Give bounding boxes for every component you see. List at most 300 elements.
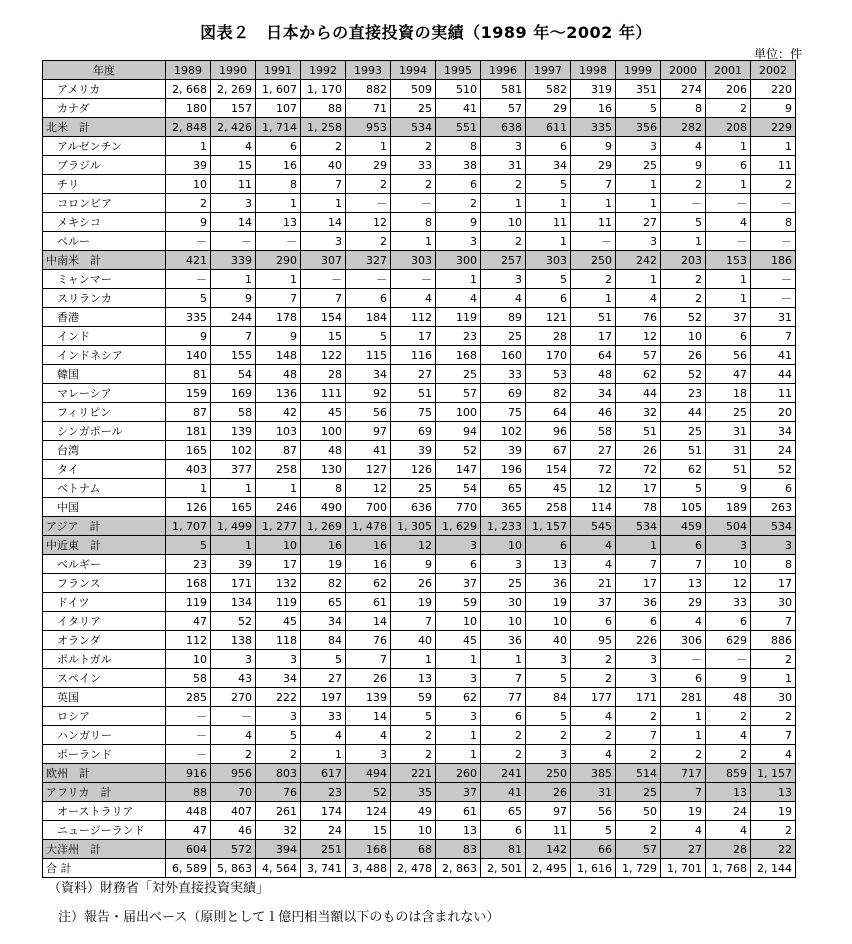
cell-value: 57 xyxy=(616,346,661,365)
cell-value: 7 xyxy=(211,327,256,346)
table-row xyxy=(43,574,796,593)
cell-value: 1 xyxy=(616,194,661,213)
cell-value: 327 xyxy=(346,251,391,270)
cell-value: 6 xyxy=(751,479,796,498)
cell-value: 44 xyxy=(616,384,661,403)
cell-value: 459 xyxy=(661,517,706,536)
cell-value: 12 xyxy=(706,574,751,593)
cell-value: 2, 668 xyxy=(166,80,211,99)
header-year: 2002 xyxy=(751,61,796,80)
cell-value: 4 xyxy=(706,821,751,840)
cell-value: 52 xyxy=(661,365,706,384)
cell-value: 25 xyxy=(391,479,436,498)
cell-value: 4 xyxy=(211,137,256,156)
cell-value: 551 xyxy=(436,118,481,137)
cell-value: 66 xyxy=(571,840,616,859)
cell-value: 2 xyxy=(481,726,526,745)
cell-value: 6 xyxy=(571,612,616,631)
table-row xyxy=(43,612,796,631)
cell-value: 58 xyxy=(166,669,211,688)
cell-value: 351 xyxy=(616,80,661,99)
cell-value: 44 xyxy=(751,365,796,384)
cell-value: 126 xyxy=(166,498,211,517)
row-label: アルゼンチン xyxy=(43,137,166,156)
cell-value: 4, 564 xyxy=(256,859,301,878)
cell-value: 2 xyxy=(346,175,391,194)
cell-value: 62 xyxy=(616,365,661,384)
cell-value: 38 xyxy=(436,156,481,175)
cell-value: 6 xyxy=(706,156,751,175)
cell-value: 1, 707 xyxy=(166,517,211,536)
cell-value: 9 xyxy=(211,289,256,308)
cell-value: 41 xyxy=(751,346,796,365)
cell-value: 4 xyxy=(661,612,706,631)
cell-value: 100 xyxy=(436,403,481,422)
cell-value: 16 xyxy=(256,156,301,175)
cell-value: 48 xyxy=(706,688,751,707)
cell-value: 2, 478 xyxy=(391,859,436,878)
cell-value: 307 xyxy=(301,251,346,270)
cell-value: 5 xyxy=(526,707,571,726)
cell-value: 15 xyxy=(346,821,391,840)
cell-value: 4 xyxy=(706,726,751,745)
cell-value: 37 xyxy=(571,593,616,612)
cell-value: 2 xyxy=(706,707,751,726)
cell-value: 112 xyxy=(166,631,211,650)
cell-value: 115 xyxy=(346,346,391,365)
cell-value: 290 xyxy=(256,251,301,270)
cell-value: 3 xyxy=(706,536,751,555)
cell-value: 1 xyxy=(436,726,481,745)
row-label: アフリカ 計 xyxy=(43,783,166,802)
cell-value: 3 xyxy=(751,536,796,555)
cell-value: 1 xyxy=(346,137,391,156)
table-row xyxy=(43,384,796,403)
cell-value: 2 xyxy=(706,745,751,764)
cell-value: 6, 589 xyxy=(166,859,211,878)
cell-value: 510 xyxy=(436,80,481,99)
cell-value: 1 xyxy=(751,669,796,688)
row-label: 中南米 計 xyxy=(43,251,166,270)
cell-value: 263 xyxy=(751,498,796,517)
cell-value: 258 xyxy=(256,460,301,479)
header-year: 1989 xyxy=(166,61,211,80)
cell-value: 39 xyxy=(211,555,256,574)
cell-value: 2 xyxy=(391,745,436,764)
cell-value: 10 xyxy=(481,213,526,232)
cell-value: 4 xyxy=(211,726,256,745)
cell-value: 1 xyxy=(256,194,301,213)
cell-value: 2 xyxy=(166,194,211,213)
cell-value: 107 xyxy=(256,99,301,118)
subtotal-row xyxy=(43,118,796,137)
cell-value: 26 xyxy=(526,783,571,802)
cell-value: 40 xyxy=(301,156,346,175)
cell-value: 34 xyxy=(526,156,571,175)
cell-value: 23 xyxy=(661,384,706,403)
row-label: 韓国 xyxy=(43,365,166,384)
header-year: 1991 xyxy=(256,61,301,80)
table-row xyxy=(43,441,796,460)
footnote: 注）報告・届出ベース（原則として１億円相当額以下のものは含まれない） xyxy=(58,910,500,925)
cell-value: 16 xyxy=(346,536,391,555)
cell-value: 3 xyxy=(481,137,526,156)
cell-value: 48 xyxy=(256,365,301,384)
cell-value: 43 xyxy=(211,669,256,688)
cell-value: 717 xyxy=(661,764,706,783)
cell-value: 52 xyxy=(211,612,256,631)
row-label: インド xyxy=(43,327,166,346)
cell-value: 5 xyxy=(526,669,571,688)
row-label: 北米 計 xyxy=(43,118,166,137)
cell-value: 57 xyxy=(436,384,481,403)
cell-value: 87 xyxy=(166,403,211,422)
cell-value: 174 xyxy=(301,802,346,821)
cell-value: 17 xyxy=(256,555,301,574)
table-row xyxy=(43,593,796,612)
row-label: スペイン xyxy=(43,669,166,688)
row-label: 欧州 計 xyxy=(43,764,166,783)
cell-value: 69 xyxy=(391,422,436,441)
cell-value: 196 xyxy=(481,460,526,479)
cell-value: 33 xyxy=(301,707,346,726)
cell-value: 9 xyxy=(256,327,301,346)
cell-value: 168 xyxy=(346,840,391,859)
table-row xyxy=(43,821,796,840)
cell-value: 84 xyxy=(526,688,571,707)
cell-value: 1 xyxy=(166,137,211,156)
cell-value: 102 xyxy=(211,441,256,460)
cell-value: 285 xyxy=(166,688,211,707)
cell-value: 41 xyxy=(436,99,481,118)
cell-value: 3 xyxy=(211,650,256,669)
cell-value: 27 xyxy=(661,840,706,859)
cell-value: 3, 488 xyxy=(346,859,391,878)
cell-value: 50 xyxy=(616,802,661,821)
cell-value: 25 xyxy=(436,365,481,384)
cell-value: 4 xyxy=(346,726,391,745)
cell-value: 4 xyxy=(706,213,751,232)
cell-value: 31 xyxy=(751,308,796,327)
cell-value: 13 xyxy=(256,213,301,232)
cell-value: 2 xyxy=(571,650,616,669)
cell-value: 64 xyxy=(571,346,616,365)
cell-value: 490 xyxy=(301,498,346,517)
cell-value: 494 xyxy=(346,764,391,783)
cell-value: 1 xyxy=(706,270,751,289)
cell-value: 2 xyxy=(661,175,706,194)
cell-value: 509 xyxy=(391,80,436,99)
cell-value: 3 xyxy=(256,707,301,726)
cell-value: 319 xyxy=(571,80,616,99)
cell-value: － xyxy=(391,194,436,213)
cell-value: 116 xyxy=(391,346,436,365)
cell-value: 403 xyxy=(166,460,211,479)
row-label: ロシア xyxy=(43,707,166,726)
cell-value: 169 xyxy=(211,384,256,403)
cell-value: 956 xyxy=(211,764,256,783)
cell-value: 300 xyxy=(436,251,481,270)
cell-value: 251 xyxy=(301,840,346,859)
cell-value: 10 xyxy=(706,555,751,574)
cell-value: 2 xyxy=(391,137,436,156)
table-row xyxy=(43,460,796,479)
cell-value: 7 xyxy=(661,555,706,574)
cell-value: 45 xyxy=(436,631,481,650)
cell-value: 10 xyxy=(436,612,481,631)
cell-value: 19 xyxy=(391,593,436,612)
cell-value: － xyxy=(706,650,751,669)
header-year: 1997 xyxy=(526,61,571,80)
cell-value: 1 xyxy=(211,536,256,555)
header-year: 1993 xyxy=(346,61,391,80)
cell-value: 2, 426 xyxy=(211,118,256,137)
cell-value: 6 xyxy=(526,536,571,555)
cell-value: 53 xyxy=(526,365,571,384)
header-year: 2001 xyxy=(706,61,751,80)
row-label: カナダ xyxy=(43,99,166,118)
cell-value: 5 xyxy=(301,650,346,669)
cell-value: 14 xyxy=(211,213,256,232)
cell-value: 335 xyxy=(571,118,616,137)
row-label: 台湾 xyxy=(43,441,166,460)
cell-value: 335 xyxy=(166,308,211,327)
cell-value: 89 xyxy=(481,308,526,327)
cell-value: 41 xyxy=(346,441,391,460)
cell-value: 67 xyxy=(526,441,571,460)
row-label: シンガポール xyxy=(43,422,166,441)
cell-value: 121 xyxy=(526,308,571,327)
cell-value: 534 xyxy=(616,517,661,536)
cell-value: 8 xyxy=(436,137,481,156)
table-row xyxy=(43,726,796,745)
cell-value: 2, 495 xyxy=(526,859,571,878)
cell-value: 2 xyxy=(436,194,481,213)
cell-value: 40 xyxy=(526,631,571,650)
cell-value: 581 xyxy=(481,80,526,99)
cell-value: 51 xyxy=(661,441,706,460)
cell-value: 181 xyxy=(166,422,211,441)
cell-value: 2 xyxy=(616,745,661,764)
cell-value: 119 xyxy=(436,308,481,327)
row-label: マレーシア xyxy=(43,384,166,403)
cell-value: 11 xyxy=(571,213,616,232)
cell-value: 916 xyxy=(166,764,211,783)
cell-value: 3 xyxy=(346,745,391,764)
cell-value: 42 xyxy=(256,403,301,422)
cell-value: 7 xyxy=(391,612,436,631)
cell-value: 6 xyxy=(661,669,706,688)
cell-value: 88 xyxy=(166,783,211,802)
cell-value: 6 xyxy=(256,137,301,156)
cell-value: 30 xyxy=(751,688,796,707)
cell-value: 8 xyxy=(391,213,436,232)
cell-value: 24 xyxy=(751,441,796,460)
row-label: ドイツ xyxy=(43,593,166,612)
cell-value: 56 xyxy=(706,346,751,365)
cell-value: 4 xyxy=(661,137,706,156)
cell-value: 1 xyxy=(481,194,526,213)
cell-value: 46 xyxy=(211,821,256,840)
cell-value: 47 xyxy=(166,612,211,631)
cell-value: 250 xyxy=(526,764,571,783)
cell-value: 303 xyxy=(526,251,571,270)
cell-value: 6 xyxy=(706,612,751,631)
cell-value: 636 xyxy=(391,498,436,517)
cell-value: 3 xyxy=(481,555,526,574)
table-row xyxy=(43,650,796,669)
cell-value: 4 xyxy=(571,555,616,574)
cell-value: 26 xyxy=(616,441,661,460)
row-label: 香港 xyxy=(43,308,166,327)
cell-value: 139 xyxy=(346,688,391,707)
row-label: 英国 xyxy=(43,688,166,707)
cell-value: 81 xyxy=(481,840,526,859)
cell-value: 7 xyxy=(301,289,346,308)
cell-value: 2 xyxy=(346,232,391,251)
cell-value: 58 xyxy=(571,422,616,441)
cell-value: 1 xyxy=(661,707,706,726)
cell-value: 119 xyxy=(166,593,211,612)
cell-value: 1, 499 xyxy=(211,517,256,536)
subtotal-row xyxy=(43,517,796,536)
cell-value: 1 xyxy=(391,650,436,669)
table-row xyxy=(43,327,796,346)
cell-value: 5, 863 xyxy=(211,859,256,878)
cell-value: 70 xyxy=(211,783,256,802)
table-row xyxy=(43,688,796,707)
cell-value: 3 xyxy=(616,137,661,156)
cell-value: 421 xyxy=(166,251,211,270)
cell-value: － xyxy=(571,232,616,251)
cell-value: 1 xyxy=(436,745,481,764)
cell-value: 124 xyxy=(346,802,391,821)
cell-value: 4 xyxy=(571,707,616,726)
cell-value: 17 xyxy=(616,574,661,593)
subtotal-row xyxy=(43,764,796,783)
header-year: 1995 xyxy=(436,61,481,80)
cell-value: 9 xyxy=(661,156,706,175)
cell-value: 3 xyxy=(211,194,256,213)
subtotal-row xyxy=(43,783,796,802)
cell-value: 3 xyxy=(436,669,481,688)
cell-value: 7 xyxy=(301,175,346,194)
cell-value: 1, 768 xyxy=(706,859,751,878)
cell-value: 629 xyxy=(706,631,751,650)
cell-value: 1 xyxy=(751,137,796,156)
cell-value: 241 xyxy=(481,764,526,783)
cell-value: 2 xyxy=(481,745,526,764)
cell-value: 56 xyxy=(571,802,616,821)
cell-value: 8 xyxy=(751,555,796,574)
cell-value: － xyxy=(661,650,706,669)
cell-value: 75 xyxy=(391,403,436,422)
cell-value: 534 xyxy=(751,517,796,536)
cell-value: 2 xyxy=(616,707,661,726)
cell-value: 78 xyxy=(616,498,661,517)
cell-value: － xyxy=(751,289,796,308)
row-label: ニュージーランド xyxy=(43,821,166,840)
row-label: ポーランド xyxy=(43,745,166,764)
cell-value: 33 xyxy=(706,593,751,612)
cell-value: 24 xyxy=(706,802,751,821)
cell-value: 34 xyxy=(256,669,301,688)
cell-value: 30 xyxy=(751,593,796,612)
cell-value: 303 xyxy=(391,251,436,270)
cell-value: 9 xyxy=(706,669,751,688)
cell-value: 1 xyxy=(256,479,301,498)
subtotal-row xyxy=(43,536,796,555)
cell-value: 62 xyxy=(661,460,706,479)
cell-value: 282 xyxy=(661,118,706,137)
row-label: ポルトガル xyxy=(43,650,166,669)
cell-value: 19 xyxy=(526,593,571,612)
cell-value: 3 xyxy=(526,745,571,764)
cell-value: － xyxy=(166,270,211,289)
cell-value: － xyxy=(751,194,796,213)
cell-value: 46 xyxy=(571,403,616,422)
cell-value: 221 xyxy=(391,764,436,783)
cell-value: 168 xyxy=(436,346,481,365)
row-label: メキシコ xyxy=(43,213,166,232)
row-label: タイ xyxy=(43,460,166,479)
table-row xyxy=(43,479,796,498)
header-year: 1992 xyxy=(301,61,346,80)
cell-value: 6 xyxy=(616,612,661,631)
cell-value: 5 xyxy=(256,726,301,745)
cell-value: 8 xyxy=(751,213,796,232)
cell-value: 4 xyxy=(481,289,526,308)
cell-value: 7 xyxy=(256,289,301,308)
cell-value: 12 xyxy=(346,213,391,232)
cell-value: 448 xyxy=(166,802,211,821)
cell-value: 51 xyxy=(391,384,436,403)
cell-value: 9 xyxy=(751,99,796,118)
cell-value: 34 xyxy=(571,384,616,403)
cell-value: 155 xyxy=(211,346,256,365)
cell-value: 770 xyxy=(436,498,481,517)
cell-value: 72 xyxy=(616,460,661,479)
cell-value: 10 xyxy=(481,612,526,631)
cell-value: 180 xyxy=(166,99,211,118)
cell-value: 2 xyxy=(391,175,436,194)
cell-value: 23 xyxy=(166,555,211,574)
cell-value: 4 xyxy=(616,289,661,308)
cell-value: 184 xyxy=(346,308,391,327)
cell-value: 37 xyxy=(436,574,481,593)
cell-value: 45 xyxy=(526,479,571,498)
cell-value: 545 xyxy=(571,517,616,536)
cell-value: 13 xyxy=(436,821,481,840)
cell-value: 13 xyxy=(526,555,571,574)
cell-value: 118 xyxy=(256,631,301,650)
cell-value: 12 xyxy=(571,479,616,498)
cell-value: 261 xyxy=(256,802,301,821)
header-year: 1998 xyxy=(571,61,616,80)
total-row xyxy=(43,859,796,878)
cell-value: 29 xyxy=(526,99,571,118)
cell-value: 270 xyxy=(211,688,256,707)
cell-value: 2 xyxy=(391,726,436,745)
cell-value: 26 xyxy=(661,346,706,365)
cell-value: 1, 170 xyxy=(301,80,346,99)
cell-value: 2, 501 xyxy=(481,859,526,878)
cell-value: 582 xyxy=(526,80,571,99)
cell-value: 1, 269 xyxy=(301,517,346,536)
cell-value: 8 xyxy=(256,175,301,194)
cell-value: 5 xyxy=(346,327,391,346)
cell-value: 23 xyxy=(301,783,346,802)
